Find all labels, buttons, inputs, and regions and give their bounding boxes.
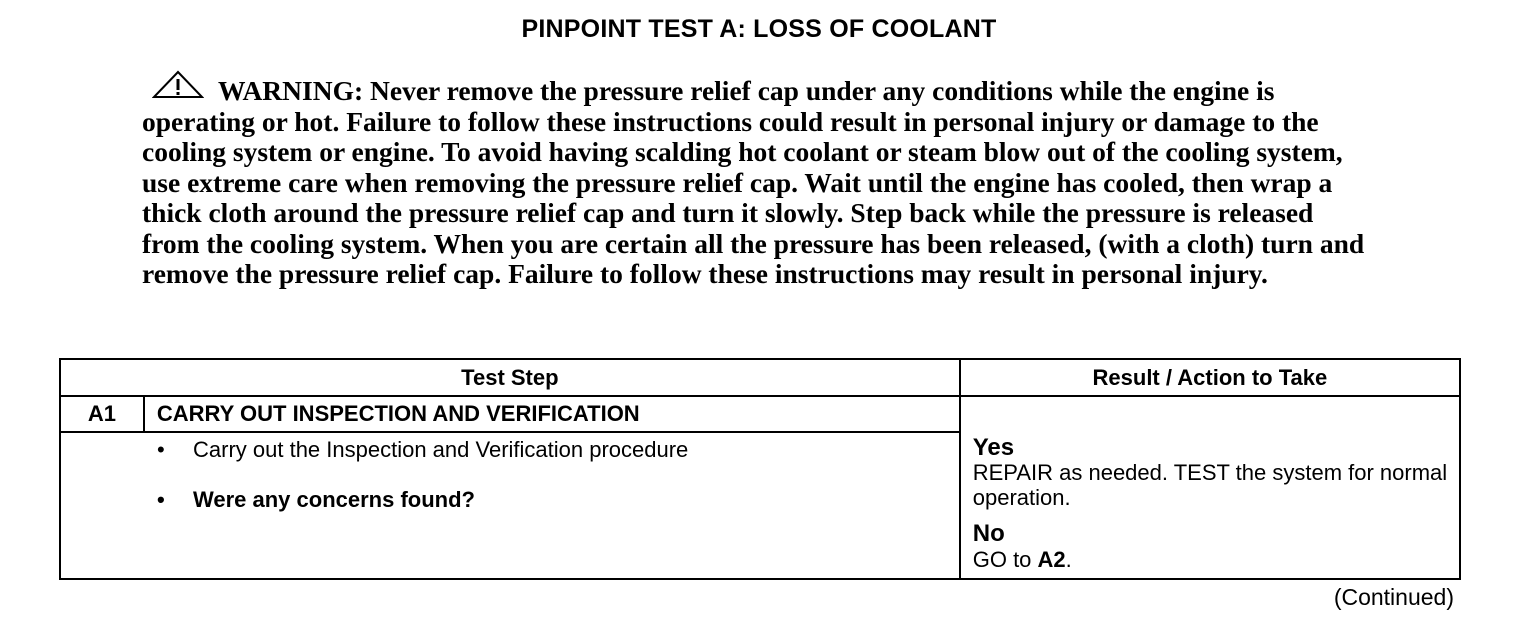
bullet-text: Were any concerns found? xyxy=(193,487,475,512)
warning-label: WARNING: xyxy=(218,75,364,106)
warning-text: Never remove the pressure relief cap under any conditions while the engine is operating or hot. Failure to follow these instructions could result in personal injury or damage to the cooling system or engine. To avoid having scalding hot coolant or steam blow out of the cooling system, use extreme care when removing the pressure relief cap. Wait until the engine has cooled, then wrap a thick cloth around the pressure relief cap and turn it slowly. Step back while the pressure is released from the cooling system. When you are certain all the pressure has been released, (with a cloth) turn and remove the pressure relief cap. Failure to follow these instructions may result in personal injury. xyxy=(142,75,1365,289)
no-action-target: A2 xyxy=(1037,547,1066,572)
step-body xyxy=(60,432,960,579)
step-id: A1 xyxy=(60,396,144,432)
warning-block xyxy=(142,76,1372,290)
table-header-row xyxy=(60,359,1460,396)
bullet-icon: • xyxy=(157,487,165,512)
result-cell xyxy=(960,396,1460,579)
bullet-icon: • xyxy=(157,437,165,462)
no-action-suffix: . xyxy=(1065,547,1072,572)
yes-action: REPAIR as needed. TEST the system for normal operation. xyxy=(972,460,1448,510)
yes-label: Yes xyxy=(972,434,1015,461)
step-title: CARRY OUT INSPECTION AND VERIFICATION xyxy=(144,396,960,432)
test-step-table xyxy=(59,358,1461,580)
no-label: No xyxy=(972,520,1005,547)
no-action xyxy=(973,547,1453,572)
no-action-prefix: GO to xyxy=(972,547,1038,572)
test-step-header: Test Step xyxy=(60,359,960,396)
warning-triangle-icon xyxy=(152,70,204,107)
table-row xyxy=(60,396,1460,432)
continued-label: (Continued) xyxy=(1333,584,1454,610)
bullet-text: Carry out the Inspection and Verification procedure xyxy=(193,437,689,462)
page-title: PINPOINT TEST A: LOSS OF COOLANT xyxy=(521,15,997,43)
result-header: Result / Action to Take xyxy=(960,359,1460,396)
